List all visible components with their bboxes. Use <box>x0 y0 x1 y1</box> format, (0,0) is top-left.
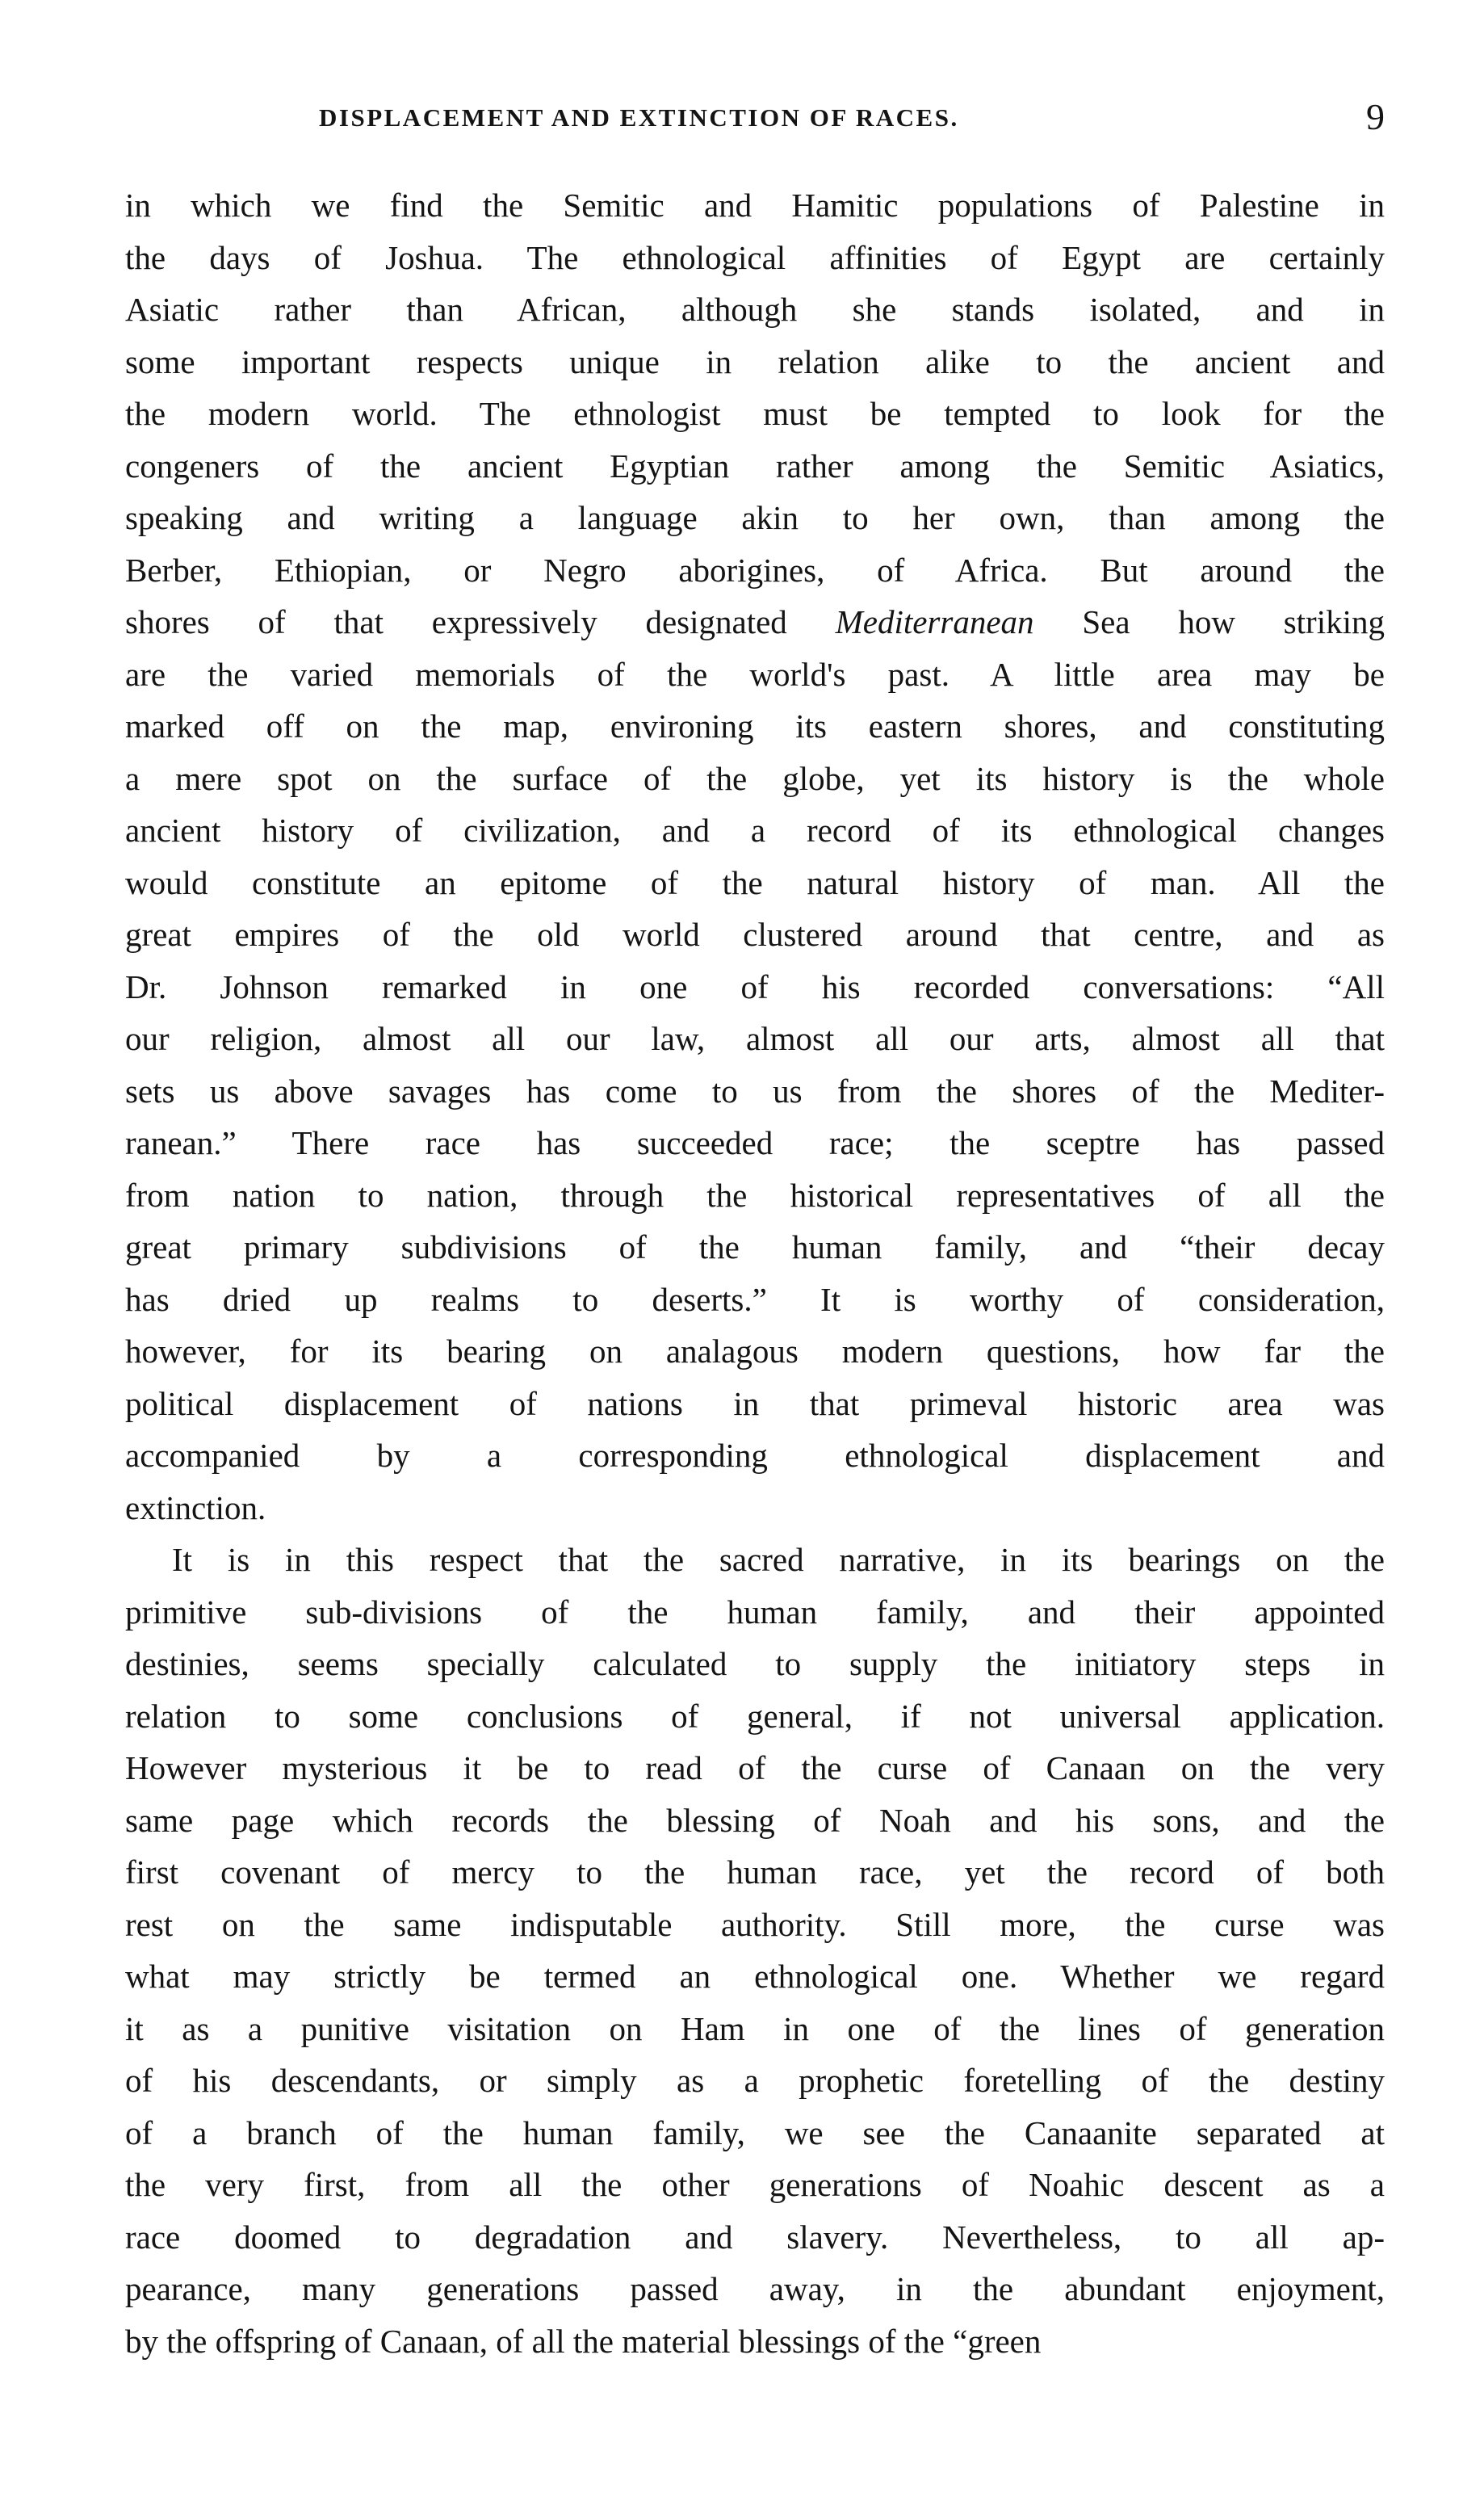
text-line: pearance, many generations passed away, in the abundant enjoyment, <box>125 2270 1385 2307</box>
text-line: extinction. <box>125 1488 266 1526</box>
text-line: however, for its bearing on analagous modern questions, how far the <box>125 1333 1385 1370</box>
text-line: same page which records the blessing of Noah and his sons, and the <box>125 1801 1385 1839</box>
text-line: of a branch of the human family, we see the Canaanite separated at <box>125 2113 1385 2151</box>
text-line: it as a punitive visitation on Ham in one of the lines of generation <box>125 2009 1385 2047</box>
text-line: rest on the same indisputable authority. Still more, the curse was <box>125 1905 1385 1943</box>
text-line: are the varied memorials of the world's past. A little area may be <box>125 655 1385 693</box>
paragraph <box>125 1534 1385 2367</box>
body-text <box>125 179 1385 2367</box>
page-number: 9 <box>1366 96 1385 137</box>
text-line: from nation to nation, through the historical representatives of all the <box>125 1176 1385 1214</box>
text-line: primitive sub-divisions of the human family, and their appointed <box>125 1593 1385 1631</box>
text-line: would constitute an epitome of the natural history of man. All the <box>125 863 1385 901</box>
paragraph <box>125 179 1385 1534</box>
text-line: great empires of the old world clustered around that centre, and as <box>125 916 1385 953</box>
text-line: of his descendants, or simply as a prophetic foretelling of the destiny <box>125 2062 1385 2099</box>
text-line: Berber, Ethiopian, or Negro aborigines, of Africa. But around the <box>125 551 1385 589</box>
text-line: some important respects unique in relation alike to the ancient and <box>125 342 1385 380</box>
text-line: race doomed to degradation and slavery. Nevertheless, to all ap- <box>125 2218 1385 2256</box>
running-head <box>125 95 1385 152</box>
text-line: ranean.” There race has succeeded race; the sceptre has passed <box>125 1124 1385 1161</box>
text-line: in which we find the Semitic and Hamitic populations of Palestine in <box>125 187 1385 224</box>
text-line: Dr. Johnson remarked in one of his recorded conversations: “All <box>125 967 1385 1005</box>
text-line: what may strictly be termed an ethnological one. Whether we regard <box>125 1958 1385 1995</box>
text-line: great primary subdivisions of the human family, and “their decay <box>125 1228 1385 1265</box>
text-line: the days of Joshua. The ethnological affinities of Egypt are certainly <box>125 238 1385 276</box>
text-line: the modern world. The ethnologist must be tempted to look for the <box>125 395 1385 432</box>
text-line: relation to some conclusions of general, if not universal application. <box>125 1697 1385 1735</box>
text-line: our religion, almost all our law, almost all our arts, almost all that <box>125 1020 1385 1057</box>
text-fragment: shores of that expressively designated <box>125 603 836 640</box>
text-line: ancient history of civilization, and a record of its ethnological changes <box>125 812 1385 849</box>
text-line <box>125 596 1385 648</box>
text-line: the very first, from all the other generations of Noahic descent as a <box>125 2166 1385 2203</box>
text-line: congeners of the ancient Egyptian rather among the Semitic Asiatics, <box>125 447 1385 485</box>
text-line: destinies, seems specially calculated to supply the initiatory steps in <box>125 1645 1385 1682</box>
text-line: accompanied by a corresponding ethnological displacement and <box>125 1437 1385 1474</box>
text-line: has dried up realms to deserts.” It is worthy of consideration, <box>125 1280 1385 1318</box>
text-line: marked off on the map, environing its eastern shores, and constituting <box>125 707 1385 745</box>
text-line: Asiatic rather than African, although she stands isolated, and in <box>125 291 1385 328</box>
text-line: It is in this respect that the sacred narrative, in its bearings on the <box>172 1541 1385 1578</box>
running-head-title: DISPLACEMENT AND EXTINCTION OF RACES. <box>319 103 959 132</box>
text-line: speaking and writing a language akin to her own, than among the <box>125 499 1385 536</box>
text-line: by the offspring of Canaan, of all the material blessings of the “green <box>125 2322 1042 2360</box>
text-line: However mysterious it be to read of the curse of Canaan on the very <box>125 1749 1385 1786</box>
text-fragment: Sea how striking <box>1033 603 1385 640</box>
text-line: political displacement of nations in that primeval historic area was <box>125 1384 1385 1422</box>
italic-term: Mediterranean <box>835 603 1034 640</box>
text-line: sets us above savages has come to us from the shores of the Mediter- <box>125 1072 1385 1110</box>
text-line: first covenant of mercy to the human race, yet the record of both <box>125 1853 1385 1891</box>
text-line: a mere spot on the surface of the globe, yet its history is the whole <box>125 759 1385 797</box>
